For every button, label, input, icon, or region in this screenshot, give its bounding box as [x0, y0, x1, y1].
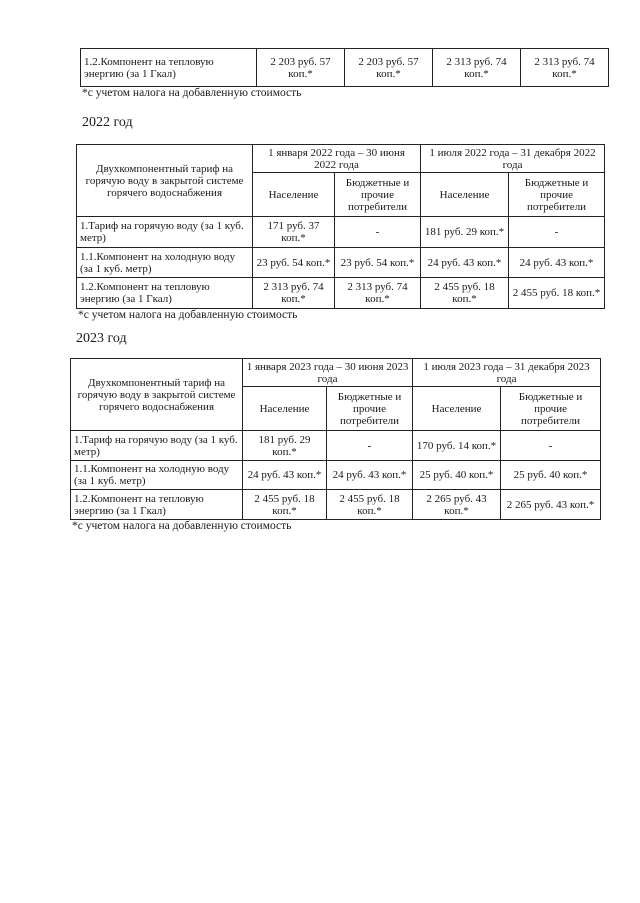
cell-value: 2 265 руб. 43 коп.* [501, 490, 601, 520]
row-label: 1.2.Компонент на тепловую энергию (за 1 Гкал) [77, 278, 253, 309]
row-label: 1.2.Компонент на тепловую энергию (за 1 Гкал) [71, 490, 243, 520]
year-heading-2023: 2023 год [76, 331, 127, 346]
table-header-row [77, 145, 605, 173]
header-period-1: 1 января 2022 года – 30 июня 2022 года [253, 145, 421, 173]
cell-value: 181 руб. 29 коп.* [421, 217, 509, 248]
table-row [71, 461, 601, 490]
top-tariff-table [80, 48, 609, 87]
vat-footnote: *с учетом налога на добавленную стоимость [72, 520, 292, 532]
row-label: 1.2.Компонент на тепловую энергию (за 1 Гкал) [81, 49, 257, 87]
vat-footnote: *с учетом налога на добавленную стоимость [78, 309, 298, 321]
header-population: Население [243, 387, 327, 431]
cell-value: - [501, 431, 601, 461]
row-label: 1.Тариф на горячую воду (за 1 куб. метр) [77, 217, 253, 248]
cell-value: 181 руб. 29 коп.* [243, 431, 327, 461]
cell-value: 24 руб. 43 коп.* [243, 461, 327, 490]
table-row [77, 217, 605, 248]
cell-value: 2 203 руб. 57 коп.* [257, 49, 345, 87]
cell-value: 2 203 руб. 57 коп.* [345, 49, 433, 87]
header-population: Население [253, 173, 335, 217]
cell-value: 2 265 руб. 43 коп.* [413, 490, 501, 520]
cell-value: 23 руб. 54 коп.* [253, 248, 335, 278]
table-row [77, 248, 605, 278]
table-header-row [71, 359, 601, 387]
cell-value: 2 313 руб. 74 коп.* [433, 49, 521, 87]
cell-value: 24 руб. 43 коп.* [509, 248, 605, 278]
cell-value: - [327, 431, 413, 461]
cell-value: 2 313 руб. 74 коп.* [253, 278, 335, 309]
vat-footnote: *с учетом налога на добавленную стоимость [82, 87, 302, 99]
header-other: Бюджетные и прочие потребители [335, 173, 421, 217]
header-other: Бюджетные и прочие потребители [327, 387, 413, 431]
cell-value: 2 455 руб. 18 коп.* [509, 278, 605, 309]
header-main: Двухкомпонентный тариф на горячую воду в закрытой системе горячего водоснабжения [77, 145, 253, 217]
cell-value: - [509, 217, 605, 248]
tariff-table-2023 [70, 358, 601, 520]
cell-value: 2 455 руб. 18 коп.* [421, 278, 509, 309]
cell-value: - [335, 217, 421, 248]
row-label: 1.1.Компонент на холодную воду (за 1 куб. метр) [77, 248, 253, 278]
cell-value: 2 455 руб. 18 коп.* [327, 490, 413, 520]
header-population: Население [421, 173, 509, 217]
row-label: 1.1.Компонент на холодную воду (за 1 куб. метр) [71, 461, 243, 490]
table-row [77, 278, 605, 309]
table-row [71, 431, 601, 461]
cell-value: 2 313 руб. 74 коп.* [335, 278, 421, 309]
cell-value: 2 313 руб. 74 коп.* [521, 49, 609, 87]
header-period-2: 1 июля 2023 года – 31 декабря 2023 года [413, 359, 601, 387]
header-period-2: 1 июля 2022 года – 31 декабря 2022 года [421, 145, 605, 173]
header-other: Бюджетные и прочие потребители [501, 387, 601, 431]
header-main: Двухкомпонентный тариф на горячую воду в закрытой системе горячего водоснабжения [71, 359, 243, 431]
top-table-block [80, 48, 609, 100]
cell-value: 25 руб. 40 коп.* [501, 461, 601, 490]
cell-value: 24 руб. 43 коп.* [421, 248, 509, 278]
table-block-2022 [76, 144, 605, 322]
tariff-table-2022 [76, 144, 605, 309]
header-other: Бюджетные и прочие потребители [509, 173, 605, 217]
cell-value: 23 руб. 54 коп.* [335, 248, 421, 278]
table-row [71, 490, 601, 520]
cell-value: 171 руб. 37 коп.* [253, 217, 335, 248]
year-heading-2022: 2022 год [82, 115, 133, 130]
cell-value: 170 руб. 14 коп.* [413, 431, 501, 461]
row-label: 1.Тариф на горячую воду (за 1 куб. метр) [71, 431, 243, 461]
header-population: Население [413, 387, 501, 431]
table-block-2023 [70, 358, 601, 533]
table-row [81, 49, 609, 87]
cell-value: 24 руб. 43 коп.* [327, 461, 413, 490]
cell-value: 25 руб. 40 коп.* [413, 461, 501, 490]
header-period-1: 1 января 2023 года – 30 июня 2023 года [243, 359, 413, 387]
cell-value: 2 455 руб. 18 коп.* [243, 490, 327, 520]
